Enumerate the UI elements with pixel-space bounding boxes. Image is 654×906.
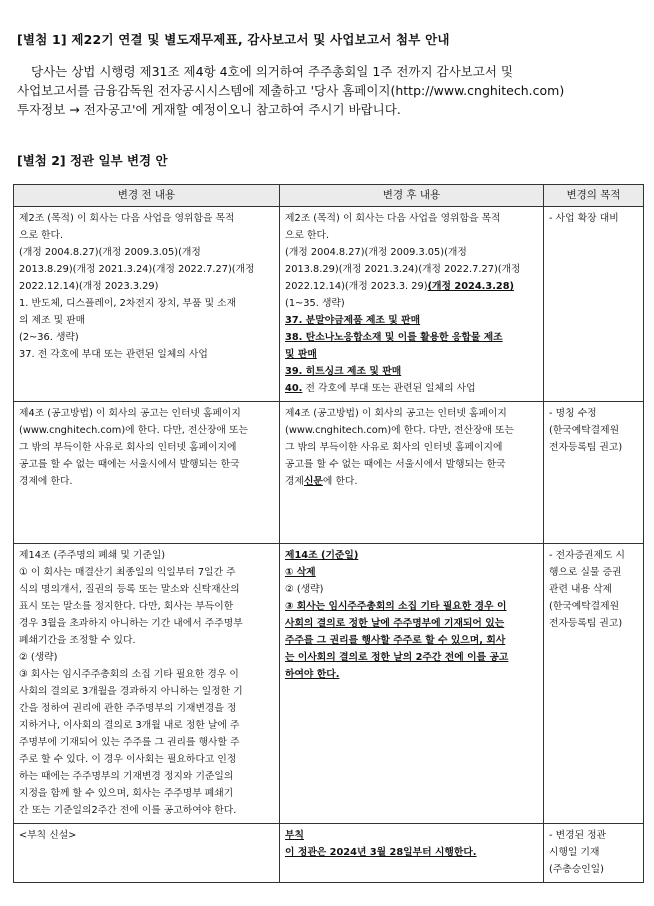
cell-text: 주명부에 기재되어 있는 주주를 그 권리를 행사할 주 — [19, 737, 240, 748]
cell-text: (2~36. 생략) — [19, 332, 79, 343]
cell-text: 2022.12.14)(개정 2023.3. 29) — [285, 281, 428, 292]
cell-text: ③ 회사는 임시주주총회의 소집 기타 필요한 경우 이 — [19, 669, 239, 680]
new-text: 38. 탄소나노응합소재 및 이를 활용한 응합물 제조 — [285, 332, 503, 343]
cell-before — [14, 402, 280, 544]
header-after: 변경 후 내용 — [280, 185, 544, 207]
new-text: ① 삭제 — [285, 567, 316, 578]
cell-text: (www.cnghitech.com)에 한다. 다만, 전산장애 또는 — [285, 425, 514, 436]
new-text: 제14조 (기준일) — [285, 550, 359, 561]
cell-text: (개정 2004.8.27)(개정 2009.3.05)(개정 — [19, 247, 201, 258]
cell-text: 전 각호에 부대 또는 관련된 일체의 사업 — [302, 383, 476, 394]
cell-text: - 변경된 정관 — [549, 830, 607, 841]
cell-text: - 명칭 수정 — [549, 408, 597, 419]
cell-purpose — [544, 544, 644, 824]
cell-text: <부칙 신설> — [19, 830, 77, 841]
cell-after — [280, 544, 544, 824]
cell-before — [14, 544, 280, 824]
new-text: 주주를 그 권리를 행사할 주주로 할 수 있으며, 회사 — [285, 635, 506, 646]
cell-text: 지정을 함께 할 수 있으며, 회사는 주주명부 폐쇄기 — [19, 788, 234, 799]
section1-title: [별첨 1] 제22기 연결 및 별도재무제표, 감사보고서 및 사업보고서 첨부 안내 — [17, 32, 450, 47]
cell-text: (한국예탁결제원 — [549, 425, 620, 436]
cell-text: ② (생략) — [19, 652, 58, 663]
cell-text: 의 제조 및 판매 — [19, 315, 86, 326]
cell-text: 사회의 결의로 3개월을 경과하지 아니하는 일정한 기 — [19, 686, 243, 697]
cell-text: 으로 한다. — [285, 230, 330, 241]
cell-text: 행으로 실물 증권 — [549, 567, 622, 578]
notice-line: 투자정보 → 전자공고'에 게재할 예정이오니 참고하여 주시기 바랍니다. — [17, 102, 401, 117]
cell-text: 37. 전 각호에 부대 또는 관련된 일체의 사업 — [19, 349, 208, 360]
table-header-row — [14, 185, 644, 207]
cell-purpose — [544, 402, 644, 544]
cell-text: 2013.8.29)(개정 2021.3.24)(개정 2022.7.27)(개정 — [285, 264, 521, 275]
notice-paragraph — [17, 62, 617, 119]
cell-text: 공고를 할 수 없는 때에는 서울시에서 발행되는 한국 — [285, 459, 506, 470]
cell-text: 간 또는 기준일의2주간 전에 이를 공고하여야 한다. — [19, 805, 237, 816]
cell-text — [285, 473, 539, 490]
cell-before — [14, 824, 280, 883]
cell-text: 그 밖의 부득이한 사유로 회사의 인터넷 홈페이지에 — [19, 442, 237, 453]
cell-after — [280, 402, 544, 544]
cell-before — [14, 207, 280, 402]
cell-text: 간을 정하여 권리에 관한 주주명부의 기재변경을 정 — [19, 703, 237, 714]
new-text: 사회의 결의로 정한 날에 주주명부에 기재되어 있는 — [285, 618, 505, 629]
new-text: (개정 2024.3.28) — [427, 281, 515, 292]
cell-text: 제2조 (목적) 이 회사는 다음 사업을 영위함을 목적 — [285, 213, 501, 224]
cell-after — [280, 207, 544, 402]
cell-text: (한국예탁결제원 — [549, 601, 620, 612]
cell-text: (www.cnghitech.com)에 한다. 다만, 전산장애 또는 — [19, 425, 248, 436]
cell-text: (1~35. 생략) — [285, 298, 345, 309]
cell-text: 관련 내용 삭제 — [549, 584, 613, 595]
cell-text: - 전자증권제도 시 — [549, 550, 626, 561]
cell-text: 경제 — [285, 476, 304, 487]
new-text: 40. — [285, 383, 303, 394]
new-text: 39. 히트싱크 제조 및 판매 — [285, 366, 402, 377]
new-text: 신문 — [303, 476, 323, 487]
cell-text: 지하거나, 이사회의 결의로 3개월 내로 정한 날에 주 — [19, 720, 240, 731]
header-before: 변경 전 내용 — [14, 185, 280, 207]
cell-text: 전자등록팀 권고) — [549, 442, 623, 453]
cell-text: 1. 반도체, 디스플레이, 2차전지 장치, 부품 및 소재 — [19, 298, 237, 309]
cell-text: 경제에 한다. — [19, 476, 73, 487]
cell-text: 표시 또는 말소를 정지한다. 다만, 회사는 부득이한 — [19, 601, 234, 612]
new-text: 이 정관은 2024년 3월 28일부터 시행한다. — [285, 847, 477, 858]
amendment-table — [13, 184, 644, 883]
header-purpose: 변경의 목적 — [544, 185, 644, 207]
cell-text: 식의 명의개서, 질권의 등록 또는 말소와 신탁재산의 — [19, 584, 240, 595]
cell-text: 2013.8.29)(개정 2021.3.24)(개정 2022.7.27)(개정 — [19, 264, 255, 275]
table-row — [14, 402, 644, 544]
cell-text: ② (생략) — [285, 584, 324, 595]
notice-line: 당사는 상법 시행령 제31조 제4항 4호에 의거하여 주주총회일 1주 전까지 감사보고서 및 — [31, 64, 513, 79]
new-text: 하여야 한다. — [285, 669, 340, 680]
new-text: ③ 회사는 임시주주총회의 소집 기타 필요한 경우 이 — [285, 601, 507, 612]
cell-text: 공고를 할 수 없는 때에는 서울시에서 발행되는 한국 — [19, 459, 240, 470]
section2-title: [별첨 2] 정관 일부 변경 안 — [17, 153, 168, 168]
cell-text: 하는 때에는 주주명부의 기재변경 정지와 기준일의 — [19, 771, 234, 782]
cell-text: 경우 3월을 초과하지 아니하는 기간 내에서 주주명부 — [19, 618, 243, 629]
cell-after — [280, 824, 544, 883]
cell-text: 2022.12.14)(개정 2023.3.29) — [19, 281, 159, 292]
cell-text: 주로 할 수 있다. 이 경우 이사회는 필요하다고 인정 — [19, 754, 237, 765]
cell-purpose — [544, 207, 644, 402]
cell-text: 전자등록팀 권고) — [549, 618, 623, 629]
cell-text: 제4조 (공고방법) 이 회사의 공고는 인터넷 홈페이지 — [285, 408, 507, 419]
cell-text: 으로 한다. — [19, 230, 64, 241]
new-text: 부칙 — [285, 830, 304, 841]
cell-text — [285, 380, 539, 397]
cell-text: 폐쇄기간을 조정할 수 있다. — [19, 635, 136, 646]
cell-text: ① 이 회사는 매결산기 최종일의 익일부터 7일간 주 — [19, 567, 236, 578]
cell-text: 시행일 기재 — [549, 847, 600, 858]
cell-text: 제14조 (주주명의 폐쇄 및 기준일) — [19, 550, 166, 561]
cell-text: 제4조 (공고방법) 이 회사의 공고는 인터넷 홈페이지 — [19, 408, 241, 419]
cell-text: (개정 2004.8.27)(개정 2009.3.05)(개정 — [285, 247, 467, 258]
cell-text: 에 한다. — [322, 476, 358, 487]
table-row — [14, 544, 644, 824]
cell-text — [285, 278, 539, 295]
cell-text: 그 밖의 부득이한 사유로 회사의 인터넷 홈페이지에 — [285, 442, 503, 453]
cell-text: - 사업 확장 대비 — [549, 213, 619, 224]
cell-purpose — [544, 824, 644, 883]
new-text: 37. 분말야금제품 제조 및 판매 — [285, 315, 421, 326]
cell-text: 제2조 (목적) 이 회사는 다음 사업을 영위함을 목적 — [19, 213, 235, 224]
new-text: 및 판매 — [285, 349, 317, 360]
cell-text: (주총승인일) — [549, 864, 604, 875]
new-text: 는 이사회의 결의로 정한 날의 2주간 전에 이를 공고 — [285, 652, 509, 663]
notice-line: 사업보고서를 금융감독원 전자공시시스템에 제출하고 '당사 홈페이지(http://www.cnghitech.com) — [17, 83, 565, 98]
table-row — [14, 207, 644, 402]
table-row — [14, 824, 644, 883]
